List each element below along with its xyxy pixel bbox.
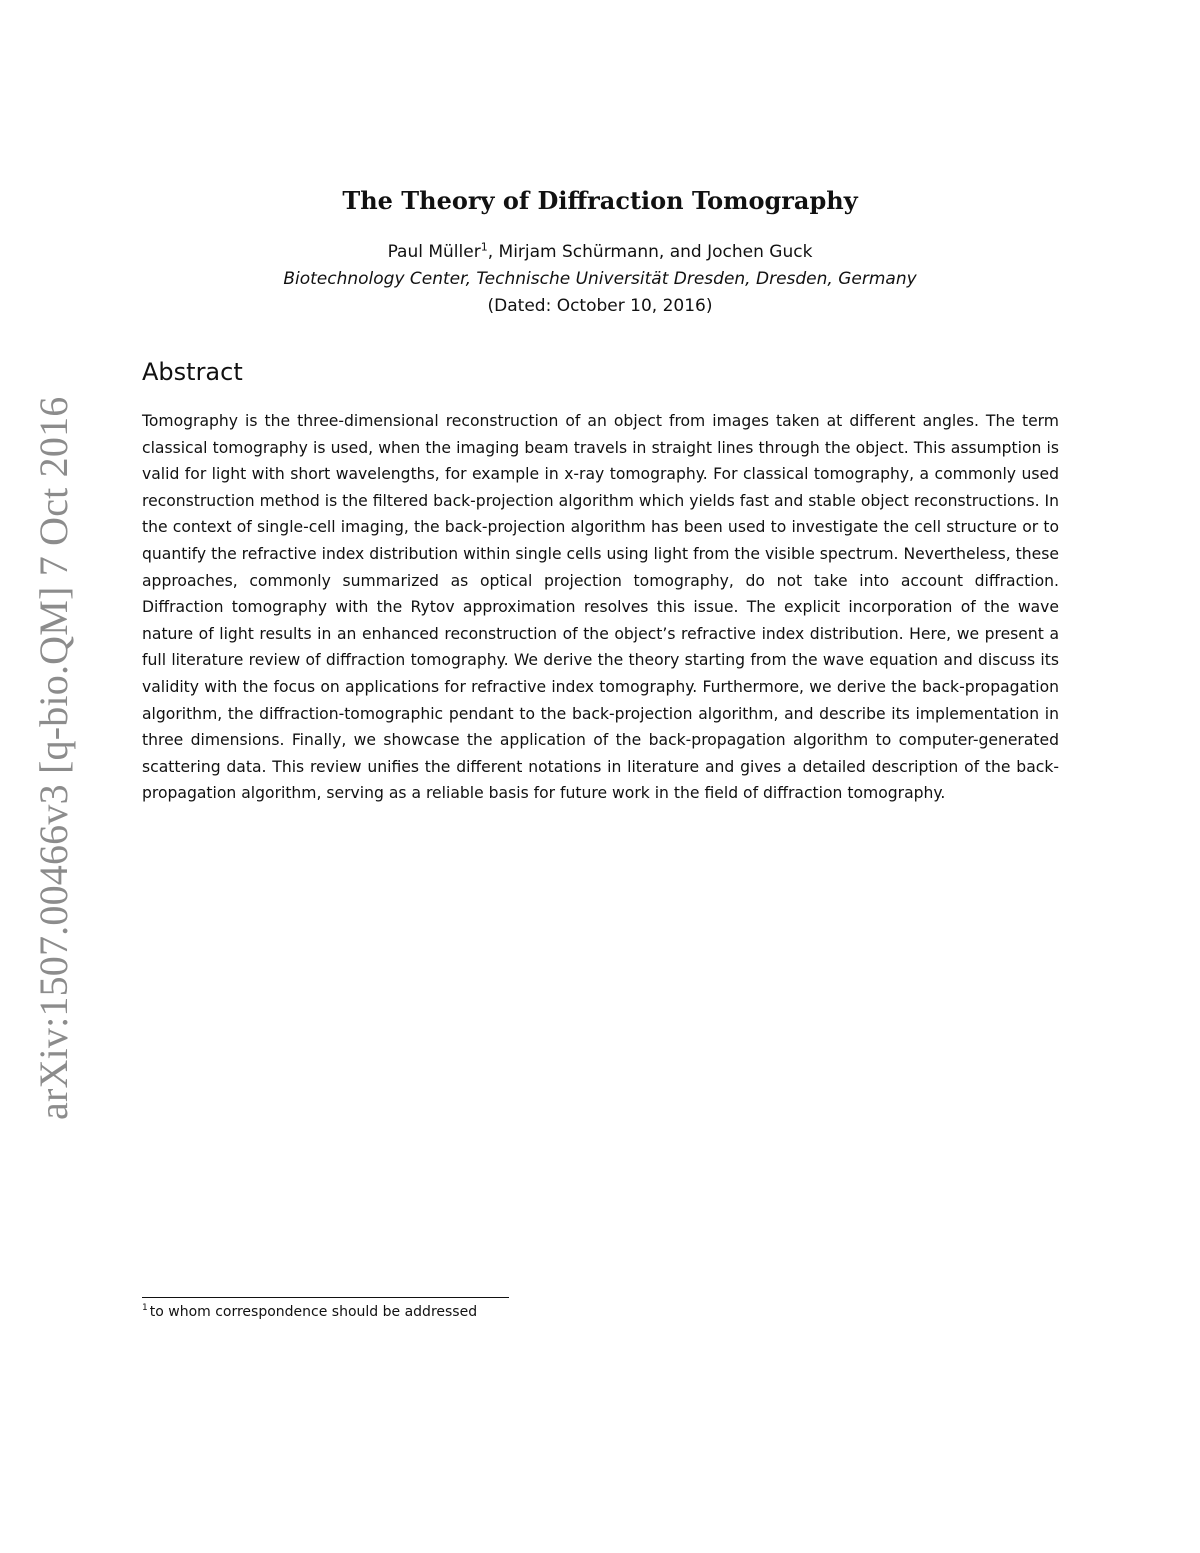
abstract-heading: Abstract [142,358,243,386]
footnote-mark: 1 [142,1303,148,1314]
footnote-text: to whom correspondence should be addressed [149,1304,478,1320]
author-rest: , Mirjam Schürmann, and Jochen Guck [487,242,813,262]
footnote-divider [142,1297,509,1298]
author-list [0,240,1200,264]
footnote-marker: 1 [480,240,488,254]
author-first: Paul Müller [387,242,481,262]
date-line: (Dated: October 10, 2016) [487,296,713,316]
arxiv-identifier-stamp: arXiv:1507.00466v3 [q-bio.QM] 7 Oct 2016 [31,396,76,1120]
affiliation: Biotechnology Center, Technische Universität Dresden, Dresden, Germany [283,269,917,289]
abstract-text: Tomography is the three-dimensional reconstruction of an object from images taken at different angles. The term classical tomography is used, when the imaging beam travels in straight lines through the object. This assumption is valid for light with short wavelengths, for example in x-ray tomography. For classical tomography, a commonly used reconstruction method is the filtered back-projection algorithm which yields fast and stable object reconstructions. In the context of single-cell imaging, the back-projection algorithm has been used to investigate the cell structure or to quantify the refractive index distribution within single cells using light from the visible spectrum. Nevertheless, these approaches, commonly summarized as optical projection tomography, do not take into account diffraction. Diffraction tomography with the Rytov approximation resolves this issue. The explicit incorporation of the wave nature of light results in an enhanced reconstruction of the object’s refractive index distribution. Here, we present a full literature review of diffraction tomography. We derive the theory starting from the wave equation and discuss its validity with the focus on applications for refractive index tomography. Furthermore, we derive the back-propagation algorithm, the diffraction-tomographic pendant to the back-projection algorithm, and describe its implementation in three dimensions. Finally, we showcase the application of the back-propagation algorithm to computer-generated scattering data. This review unifies the different notations in literature and gives a detailed description of the back-propagation algorithm, serving as a reliable basis for future work in the field of diffraction tomography. [142,412,1059,803]
footnote [142,1302,477,1322]
paper-title: The Theory of Diffraction Tomography [342,186,858,215]
